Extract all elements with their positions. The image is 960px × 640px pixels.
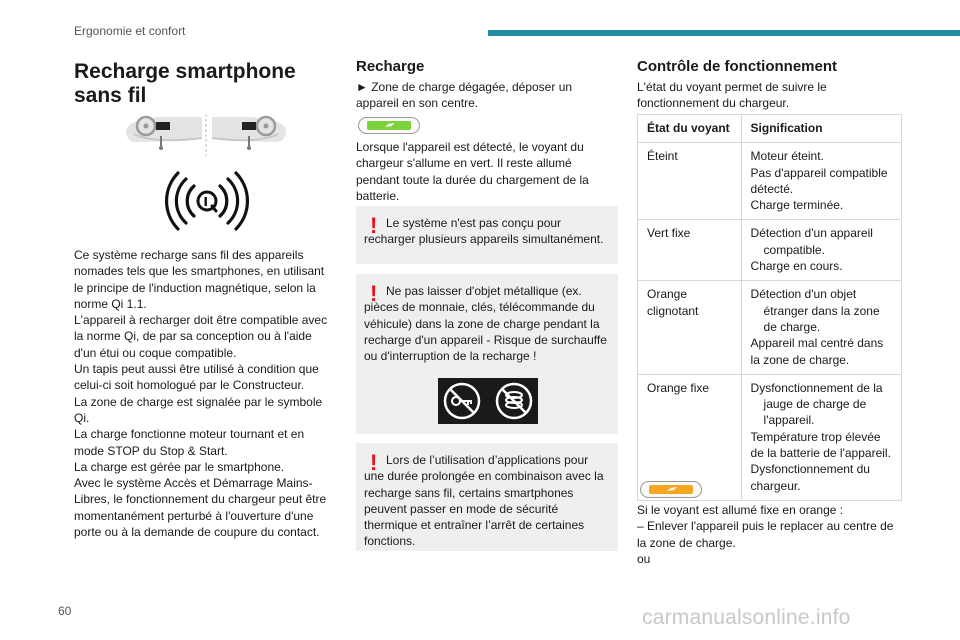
meaning-line: Moteur éteint.	[750, 149, 824, 164]
control-intro: L'état du voyant permet de suivre le fonctionnement du chargeur.	[637, 80, 827, 111]
paragraph: La charge fonctionne moteur tournant et en mode STOP du Stop & Start.	[74, 427, 305, 458]
meaning-line: Appareil mal centré dans la zone de charge.	[750, 336, 884, 367]
green-led-indicator	[358, 117, 420, 134]
meaning-line: Température trop élevée de la batterie de l'appareil.	[750, 429, 891, 461]
state-cell: Vert fixe	[638, 220, 742, 281]
meaning-line: Détection d'un appareil compatible.	[750, 226, 873, 257]
table-row	[638, 220, 902, 281]
warning-note-thermal-safety	[356, 443, 618, 551]
orange-led-indicator	[640, 481, 702, 498]
state-cell: Éteint	[638, 143, 742, 220]
meaning-cell	[741, 281, 901, 374]
control-heading: Contrôle de fonctionnement	[637, 58, 837, 75]
paragraph: Avec le système Accès et Démarrage Mains-Libres, le fonctionnement du chargeur peut être momentanément perturbé à l'ouverture d'une porte ou à la demande de coupure du contact.	[74, 476, 327, 540]
lhd-dashboard-icon	[126, 117, 202, 150]
meaning-line: Charge en cours.	[750, 259, 843, 274]
meaning-cell	[741, 220, 901, 281]
meaning-line: Charge terminée.	[750, 198, 844, 213]
orange-condition-text: Si le voyant est allumé fixe en orange :	[637, 503, 844, 517]
qi-wireless-icon	[160, 170, 254, 232]
charging-bolt-icon	[667, 486, 677, 493]
paragraph: L'appareil à recharger doit être compatible avec la norme Qi, de par sa conception ou à l'aide d'un étui ou coque compatible.	[74, 313, 328, 360]
charging-bolt-icon	[385, 122, 395, 129]
paragraph: Ce système recharge sans fil des appareils nomades tels que les smartphones, en utilisant le principe de l'induction magnétique, selon la norme Qi 1.1.	[74, 248, 325, 311]
meaning-line: Détection d'un objet étranger dans la zone de charge.	[750, 287, 880, 334]
note-text: Ne pas laisser d'objet métallique (ex. pièces de monnaie, clés, télécommande du véhicule) dans la zone de charge pendant la recharge d'un appareil - Risque de surchauffe ou d'interruption de la recharge !	[364, 284, 607, 364]
note-text: Lors de l’utilisation d’applications pour une durée prolongée en combinaison avec la recharge sans fil, certains smartphones peuvent passer en mode de sécurité thermique et entraîner l’arrêt de certaines fonctions.	[364, 453, 604, 549]
charger-location-illustration	[124, 112, 288, 158]
table-row	[638, 281, 902, 374]
prohibited-objects-pictogram	[438, 378, 538, 424]
column-header-meaning: Signification	[741, 115, 901, 143]
state-cell: Orange clignotant	[638, 281, 742, 374]
meaning-cell	[741, 143, 901, 220]
recharge-heading: Recharge	[356, 58, 425, 75]
detection-paragraph: Lorsque l'appareil est détecté, le voyant du chargeur s'allume en vert. Il reste allumé pendant toute la durée du chargement de la batterie.	[356, 140, 589, 203]
meaning-cell	[741, 374, 901, 500]
instruction-step: ► Zone de charge dégagée, déposer un appareil en son centre.	[356, 80, 573, 111]
orange-steps	[637, 502, 905, 567]
table-row	[638, 143, 902, 220]
no-coins-icon	[494, 381, 534, 421]
column-header-state: État du voyant	[638, 115, 742, 143]
meaning-line: Pas d'appareil compatible détecté.	[750, 165, 888, 196]
paragraph: La charge est gérée par le smartphone.	[74, 459, 285, 474]
indicator-status-table	[637, 114, 902, 501]
paragraph: La zone de charge est signalée par le symbole Qi.	[74, 394, 323, 425]
section-title: Ergonomie et confort	[74, 24, 186, 38]
no-keys-icon	[442, 381, 482, 421]
orange-step-text: – Enlever l'appareil puis le replacer au centre de la zone de charge.	[637, 519, 894, 550]
page-number: 60	[58, 604, 72, 618]
accent-bar	[488, 30, 960, 36]
rhd-dashboard-icon	[212, 117, 286, 150]
paragraph: Un tapis peut aussi être utilisé à condition que celui-ci soit homologué par le Constructeur.	[74, 362, 319, 393]
meaning-line: Dysfonctionnement du chargeur.	[750, 462, 870, 493]
state-cell: Orange fixe	[638, 374, 742, 500]
watermark: carmanualsonline.info	[642, 606, 851, 629]
page-title: Recharge smartphone sans fil	[74, 60, 296, 107]
table-header-row	[638, 115, 902, 143]
note-text: Le système n'est pas conçu pour recharger plusieurs appareils simultanément.	[364, 216, 604, 247]
warning-icon: !	[370, 213, 378, 238]
warning-icon: !	[370, 281, 378, 306]
or-text: ou	[637, 551, 651, 566]
warning-note-multiple-devices	[356, 206, 618, 264]
intro-text	[74, 247, 336, 540]
meaning-line: Dysfonctionnement de la jauge de charge de l'appareil.	[750, 380, 883, 428]
warning-icon: !	[370, 450, 378, 475]
